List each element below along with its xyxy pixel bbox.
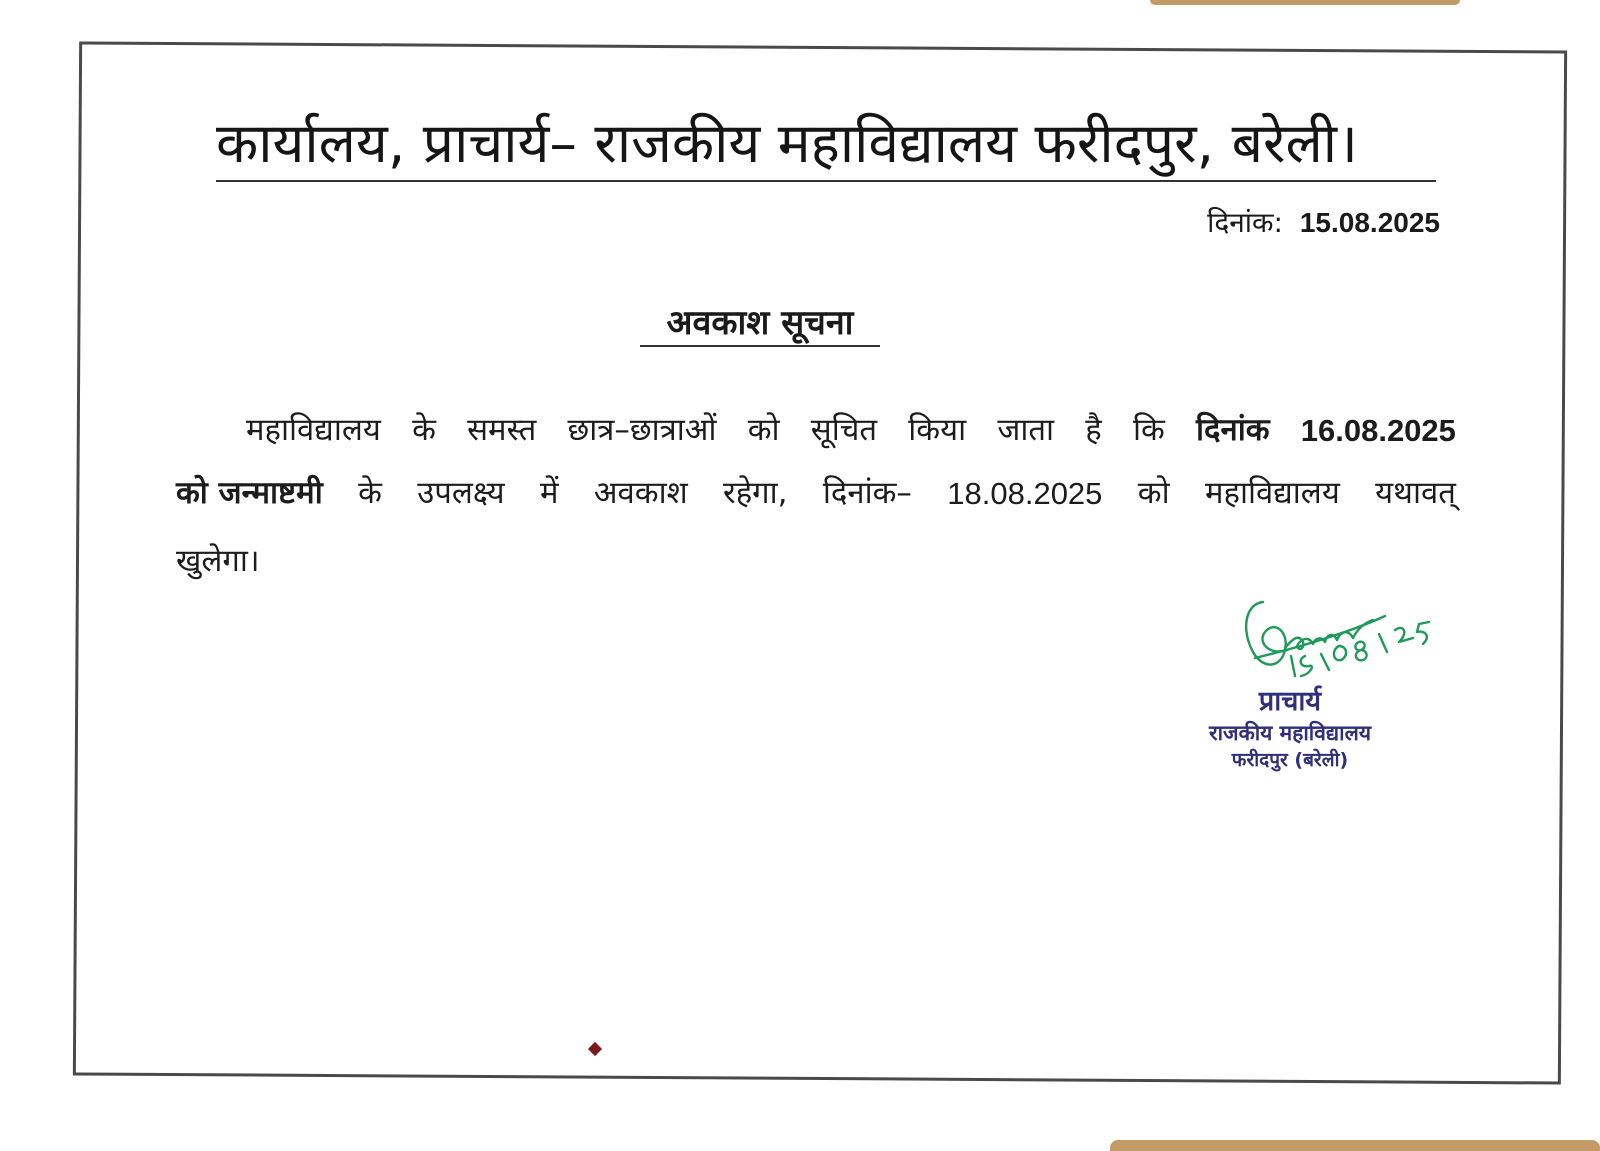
word: उपलक्ष्य [417,475,505,511]
issue-date-value: 15.08.2025 [1299,207,1440,238]
paper-edge-top [1150,0,1460,5]
holiday-date-label: दिनांक [1196,412,1270,448]
word: दिनांक– [822,475,912,511]
word: छात्र–छात्राओं [567,412,717,448]
reopen-date: 18.08.2025 [947,476,1103,511]
notice-body-line-1 [176,412,1456,449]
stamp-place: फरीदपुर (बरेली) [1231,749,1349,772]
word: के [412,412,436,448]
word: किया [908,412,967,448]
word: के [358,475,382,511]
word: को [747,412,780,448]
word: जाता [997,412,1055,448]
issue-date-label: दिनांक: [1207,206,1283,239]
notice-heading: अवकाश सूचना [640,302,880,347]
word: महाविद्यालय [1204,475,1340,511]
notice-body-line-3: खुलेगा। [176,543,260,579]
notice-body-line-2 [176,475,1456,512]
paper-edge-bottom [1110,1140,1600,1151]
holiday-date: 16.08.2025 [1300,413,1456,448]
stamp-title: प्राचार्य [1258,686,1322,717]
stamp-college: राजकीय महाविद्यालय [1208,720,1372,745]
word: रहेगा, [723,475,788,511]
issue-date [1100,203,1440,241]
office-title: कार्यालय, प्राचार्य– राजकीय महाविद्यालय फरीदपुर, बरेली। [216,108,1436,182]
word: यथावत् [1375,475,1456,511]
word: को [1137,475,1170,511]
word: कि [1132,412,1165,448]
word: महाविद्यालय [246,412,381,448]
word: अवकाश [593,475,688,511]
principal-stamp [1170,685,1410,773]
word: सूचित [810,412,878,448]
word: है [1085,412,1102,448]
word: समस्त [467,412,537,448]
word: में [539,475,559,511]
holiday-name: को जन्माष्टमी [176,475,323,511]
